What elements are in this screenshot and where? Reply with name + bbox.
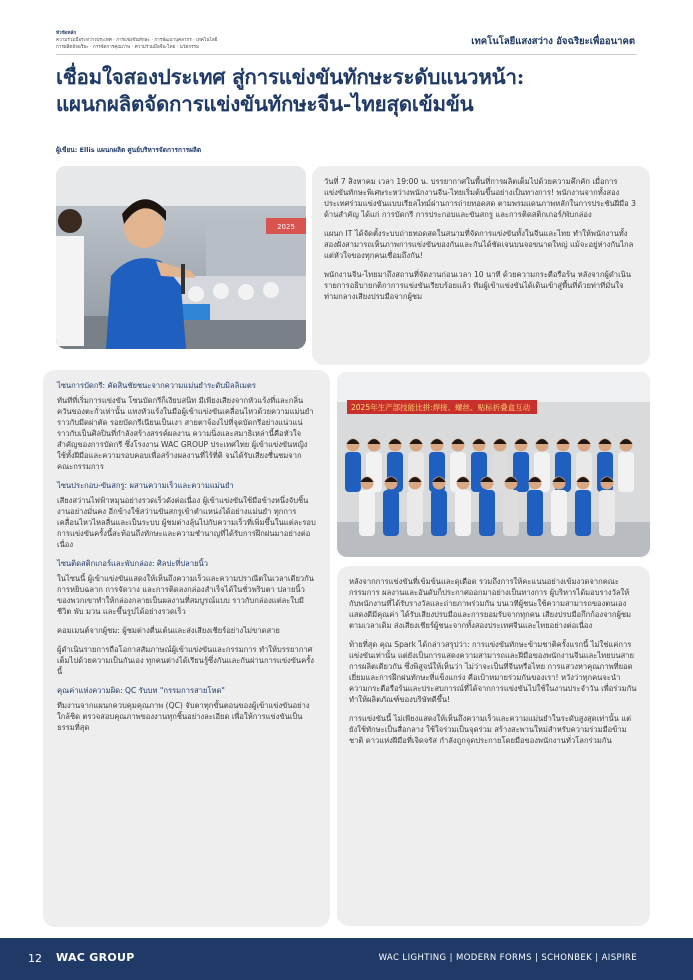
person-figure [575, 490, 591, 536]
person-figure [551, 490, 567, 536]
header-topics-title: หัวข้อหลัก [56, 31, 77, 36]
paragraph: ผู้ดำเนินรายการถือโอกาสสัมภาษณ์ผู้เข้าแข่งขันและกรรมการ ทำให้บรรยากาศเต็มไปด้วยความเป็นกันเอง ทุกคนต่างได้เรียนรู้ซึ่งกันและกันผ่านการแข่งขันครั้งนี้ [57, 645, 314, 676]
section-heading: ไซนประกอบ-ขันสกรู: ผสานความเร็วและความแม่นยำ [57, 481, 234, 490]
page-footer [0, 938, 693, 980]
header-divider [56, 54, 637, 55]
article-author: ผู้เขียน: Ellis แผนกผลิต ศูนย์บริหารจัดการการผลิต [56, 146, 202, 154]
brand-list: WAC LIGHTING | MODERN FORMS | SCHONBEK | AISPIRE [378, 953, 637, 963]
person-figure [527, 490, 543, 536]
person-figure [455, 490, 471, 536]
paragraph: ทีมงานจากแผนกควบคุมคุณภาพ (QC) จับตาทุกขั้นตอนของผู้เข้าแข่งขันอย่างใกล้ชิด ตรวจสอบคุณภาพของงานทุกชิ้นอย่างละเอียด เพื่อให้การแข่งขันเป็นธรรมที่สุด [57, 701, 310, 732]
person-figure [479, 490, 495, 536]
company-logo: WAC GROUP [56, 951, 135, 964]
results-panel [337, 566, 650, 926]
page-number: 12 [28, 952, 42, 965]
header-topics-line: การผลิตอัจฉริยะ · การจัดการคุณภาพ · ความร่วมมือจีน-ไทย · นวัตกรรม [56, 45, 200, 50]
paragraph: วันที่ 7 สิงหาคม เวลา 19:00 น. บรรยากาศในพื้นที่การผลิตเต็มไปด้วยความคึกคัก เมื่อการแข่งขันทักษะพิเศษระหว่างพนักงานจีน-ไทยเริ่มต้นขึ้นอย่างเป็นทางการ! พนักงานจากทั้งสองประเทศร่วมแข่งขันแบบเรียลไทม์ผ่านการถ่ายทอดสด ตามพรมแดนภาพหลักในการประชันฝีมือ 3 ด้านสำคัญ ได้แก่ การบัดกรี การประกอบและขันสกรู และการติดสติกเกอร์/พับกล่อง [324, 177, 636, 219]
section-heading: ไซนการบัดกรี: คัดสินชัยชนะจากความแม่นยำระดับมิลลิเมตร [57, 381, 256, 390]
competition-panel [43, 370, 330, 927]
paragraph: แผนก IT ได้จัดตั้งระบบถ่ายทอดสดในสนามที่จัดการแข่งขันทั้งในจีนและไทย ทำให้พนักงานทั้งสองฝั่งสามารถเห็นภาพการแข่งขันของกันและกันได้ชัดเจนบนจอขนาดใหญ่ แม้จะอยู่ห่างกันไกล แต่หัวใจของทุกคนเชื่อมถึงกัน! [324, 229, 634, 260]
person-figure [618, 452, 634, 492]
person-figure [599, 490, 615, 536]
paragraph: ทันทีที่เริ่มการแข่งขัน โซนบัดกรีก็เงียบสนิท มีเพียงเสียงจากหัวแร้งที่และกลิ่นควันของตะกั่วเท่านั้น แทงหัวแร้งในมือผู้เข้าแข่งขันเคลื่อนไหวด้วยความแม่นยำราวกับมีดผ่าตัด รอยบัดกรีเนียนเป็นเงา สายตาจ้องไปที่จุดบัดกรีอย่างแน่วแน่ ราวกับเป็นศิลปินที่กำลังสร้างสรรค์ผลงาน ความนิ่งและสมาธิเหล่านี้คือหัวใจสำคัญของการบัดกรี ซึ่งโรงงาน WAC GROUP ประเทศไทย ผู้เข้าแข่งขันหญิงใช้ทั้งฝีมือและความรอบคอบเพื่อสร้างผลงานที่ไร้ที่ติ จนได้รับเสียงชื่นชมจากคณะกรรมการ [57, 396, 314, 471]
header-topics [56, 30, 326, 51]
person-figure [383, 490, 399, 536]
person-figure [345, 452, 361, 492]
soldering-photo [56, 166, 306, 349]
paragraph: เสียงสว่านไฟฟ้าหมุนอย่างรวดเร็วดังต่อเนื่อง ผู้เข้าแข่งขันใช้มือข้างหนึ่งจับชิ้นงานอย่างมั่นคง อีกข้างใช้สว่านขันสกรูเข้าตำแหน่งได้อย่างแม่นยำ ทุกการเคลื่อนไหวไหลลื่นและเป็นระบบ ผู้ชมต่างลุ้นไปกับความเร็วที่เพิ่มขึ้นในแต่ละรอบ การแข่งขันครั้งนี้สะท้อนถึงทักษะและความชำนาญที่ได้รับการฝึกฝนมาอย่างต่อเนื่อง [57, 496, 316, 549]
group-photo [337, 372, 650, 557]
paragraph: ท้ายที่สุด คุณ Spark ได้กล่าวสรุปว่า: การแข่งขันทักษะข้ามชาติครั้งแรกนี้ ไม่ใช่แค่การแข่งขันเท่านั้น แต่ยังเป็นการแสดงความสามารถและฝีมือของพนักงานจีนและไทยบนสายการผลิตเดียวกัน ซึ่งพิสูจน์ให้เห็นว่า ไม่ว่าจะเป็นที่จีนหรือไทย การแสวงหาคุณภาพที่ยอดเยี่ยมและการฝึกฝนทักษะที่แข็งแกร่ง คือเป้าหมายร่วมกันของเรา! หวังว่าทุกคนจะนำความกระตือรือร้นและประสบการณ์ที่ได้จากการแข่งขันไปใช้ในงานประจำวัน เพื่อร่วมกันทำให้ผลิตภัณฑ์ของบริษัทดีขึ้น! [349, 640, 637, 704]
paragraph: คอมเมนต์จากผู้ชม: ผู้ชมต่างตื่นเต้นและส่งเสียงเชียร์อย่างไม่ขาดสาย [57, 626, 280, 635]
banner-year: 2025 [277, 223, 295, 231]
person-figure [503, 490, 519, 536]
header-topics-line: ความร่วมมือระหว่างประเทศ · การแข่งขันทักษะ · การพัฒนาบุคลากร · เทคโนโลยี [56, 38, 218, 43]
person-figure [431, 490, 447, 536]
section-heading: คุณค่าแห่งความผิด: QC รับบท "กรรมการสายโหด" [57, 686, 225, 695]
person-figure [359, 490, 375, 536]
intro-panel [312, 166, 650, 365]
paragraph: ในไซนนี้ ผู้เข้าแข่งขันแสดงให้เห็นถึงความเร็วและความปราณีตในเวลาเดียวกัน การหยิบฉลาก การจัดวาง และการติดลงกล่องสำเร็จได้ในชั่วพริบตา ปลายนิ้วของพวกเขาทำให้กล่องกลายเป็นผลงานที่สมบูรณ์แบบ ราวกับกล่องแต่ละใบมีชีวิต พับ มวน และขึ้นรูปได้อย่างรวดเร็ว [57, 574, 314, 616]
banner-text: 2025年生产部技能比拼:焊接、螺丝、贴标折叠盒互动 [351, 403, 531, 412]
paragraph: พนักงานจีน-ไทยมาถึงสถานที่จัดงานก่อนเวลา 10 นาที ด้วยความกระตือรือร้น หลังจากผู้ดำเนินรายการอธิบายกติกาการแข่งขันเรียบร้อยแล้ว ทีมผู้เข้าแข่งขันได้เดินเข้าสู่พื้นที่ด้วยท่าทีมั่นใจ ท่ามกลางเสียงปรบมือจากผู้ชม [324, 270, 632, 301]
section-heading: ไซนติดสติกเกอร์และพับกล่อง: ศิลปะที่ปลายนิ้ว [57, 559, 208, 568]
header-section-title: เทคโนโลยีแสงสว่าง อัจฉริยะเพื่ออนาคต [471, 36, 635, 47]
paragraph: การแข่งขันนี้ ไม่เพียงแสดงให้เห็นถึงความเร็วและความแม่นยำในระดับสูงสุดเท่านั้น แต่ยังใช้ทักษะเป็นสื่อกลาง ใช้ใจร่วมเป็นจุดร่วม สร้างสะพานใหม่สำหรับความร่วมมือข้ามชาติ ดาวแห่งฝีมือที่เจิดจรัส กำลังถูกจุดประกายโดยมือของพนักงานทั่วโลกร่วมกัน [349, 714, 632, 745]
article-title [56, 64, 646, 118]
article-title-line: เชื่อมใจสองประเทศ สู่การแข่งขันทักษะระดับแนวหน้า: [56, 65, 525, 89]
paragraph: หลังจากการแข่งขันที่เข้มข้นและดุเดือด รวมถึงการให้คะแนนอย่างเข้มงวดจากคณะกรรมการ ผลงานและอันดับก็ประกาศออกมาอย่างเป็นทางการ ผู้บริหารได้มอบรางวัลให้กับพนักงานที่ได้รับรางวัลและถ่ายภาพร่วมกัน บนเวทีผู้ชนะใช้ความสามารถของตนเองแสดงดีมีคุณค่า ได้รับเสียงปรบมือและการยอมรับจากทุกคน เสียงปรบมือกึกก้องจากผู้ชมตามเวลาเดิม ส่งเสียงเชียร์ผู้ชนะจากทั้งสองประเทศจีนและไทยอย่างต่อเนื่อง [349, 577, 632, 630]
article-title-line: แผนกผลิตจัดการแข่งขันทักษะจีน-ไทยสุดเข้มข้น [56, 92, 474, 116]
person-figure [407, 490, 423, 536]
